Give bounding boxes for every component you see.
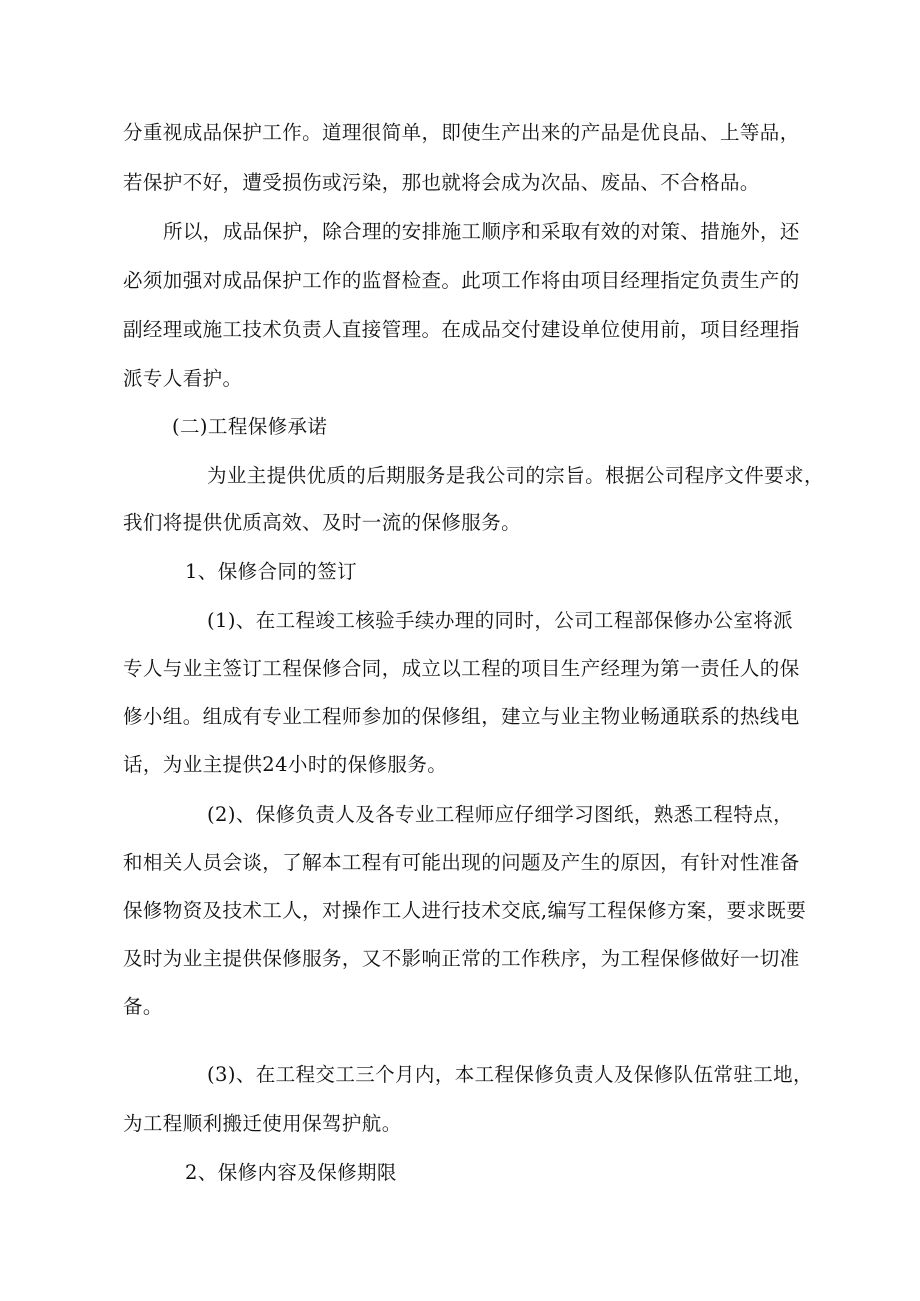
text-line: 话，为业主提供24小时的保修服务。: [123, 753, 448, 776]
text-line: 必须加强对成品保护工作的监督检查。此项工作将由项目经理指定负责生产的: [123, 269, 800, 292]
subsection-heading: 2、保修内容及保修期限: [185, 1161, 397, 1184]
text-line: (1)、在工程竣工核验手续办理的同时，公司工程部保修办公室将派: [207, 609, 794, 632]
section-heading: (二)工程保修承诺: [172, 415, 328, 438]
text-line: 我们将提供优质高效、及时一流的保修服务。: [123, 511, 522, 534]
text-line: 和相关人员会谈，了解本工程有可能出现的问题及产生的原因，有针对性准备: [123, 851, 800, 874]
text-line: 及时为业主提供保修服务，又不影响正常的工作秩序，为工程保修做好一切准: [123, 947, 800, 970]
text-line: 修小组。组成有专业工程师参加的保修组，建立与业主物业畅通联系的热线电: [123, 705, 800, 728]
text-line: 专人与业主签订工程保修合同，成立以工程的项目生产经理为第一责任人的保: [123, 657, 800, 680]
text-line: 派专人看护。: [123, 367, 243, 390]
text-line: 为业主提供优质的后期服务是我公司的宗旨。根据公司程序文件要求，: [207, 464, 824, 487]
text-line: 若保护不好，遭受损伤或污染，那也就将会成为次品、废品、不合格品。: [123, 171, 760, 194]
text-line: 分重视成品保护工作。道理很简单，即使生产出来的产品是优良品、上等品，: [123, 121, 800, 144]
text-line: 保修物资及技术工人，对操作工人进行技术交底,编写工程保修方案，要求既要: [123, 899, 807, 922]
text-line: 备。: [123, 995, 163, 1018]
text-line: (3)、在工程交工三个月内，本工程保修负责人及保修队伍常驻工地，: [207, 1063, 813, 1086]
subsection-heading: 1、保修合同的签订: [185, 560, 358, 583]
text-line: (2)、保修负责人及各专业工程师应仔细学习图纸，熟悉工程特点，: [207, 803, 794, 826]
text-line: 为工程顺利搬迁使用保驾护航。: [123, 1112, 402, 1135]
text-line: 所以，成品保护，除合理的安排施工顺序和采取有效的对策、措施外，还: [163, 220, 800, 243]
text-line: 副经理或施工技术负责人直接管理。在成品交付建设单位使用前，项目经理指: [123, 318, 800, 341]
